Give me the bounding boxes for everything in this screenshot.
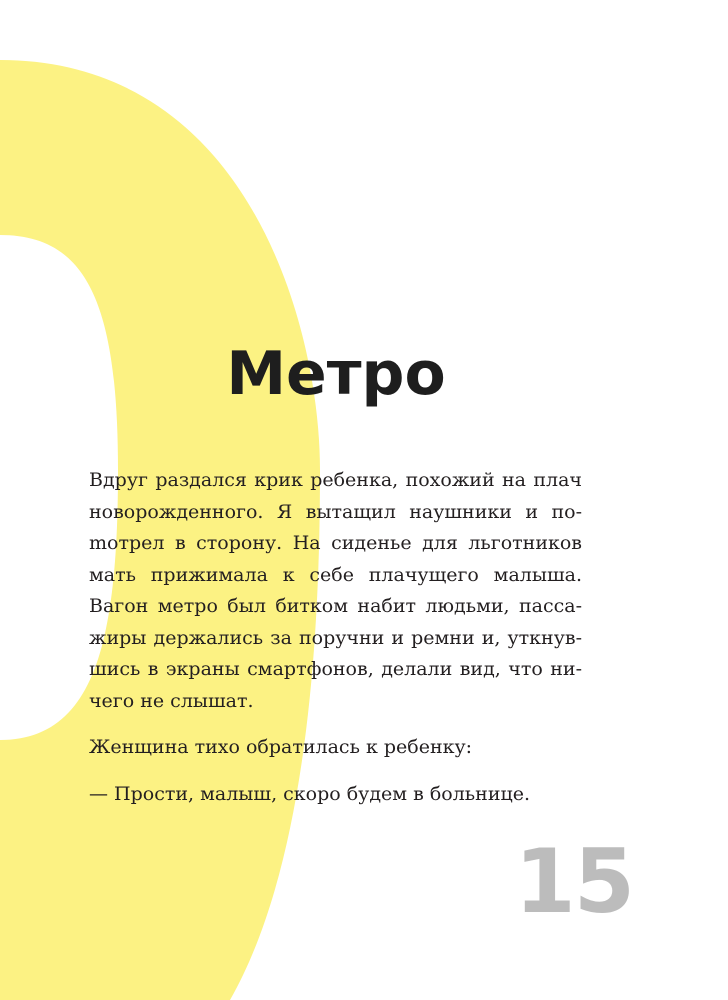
body-paragraph: — Прости, малыш, скоро будем в больнице. <box>89 782 530 805</box>
chapter-body <box>89 465 582 825</box>
body-paragraph: Вдруг раздался крик ребенка, похожий на плач новорожденного. Я вытащил наушники и поmотрел в сторону. На сиденье для льготников мать прижимала к себе плачущего малыша. Вагон метро был битком набит людьми, пассажиры держались за поручни и ремни и, уткнувшись в экраны смартфонов, делали вид, что ничего не слышат. <box>89 469 582 712</box>
chapter-title: Метро <box>226 339 446 409</box>
page-number: 15 <box>514 830 633 933</box>
body-paragraph: Женщина тихо обратилась к ребенку: <box>89 736 473 758</box>
